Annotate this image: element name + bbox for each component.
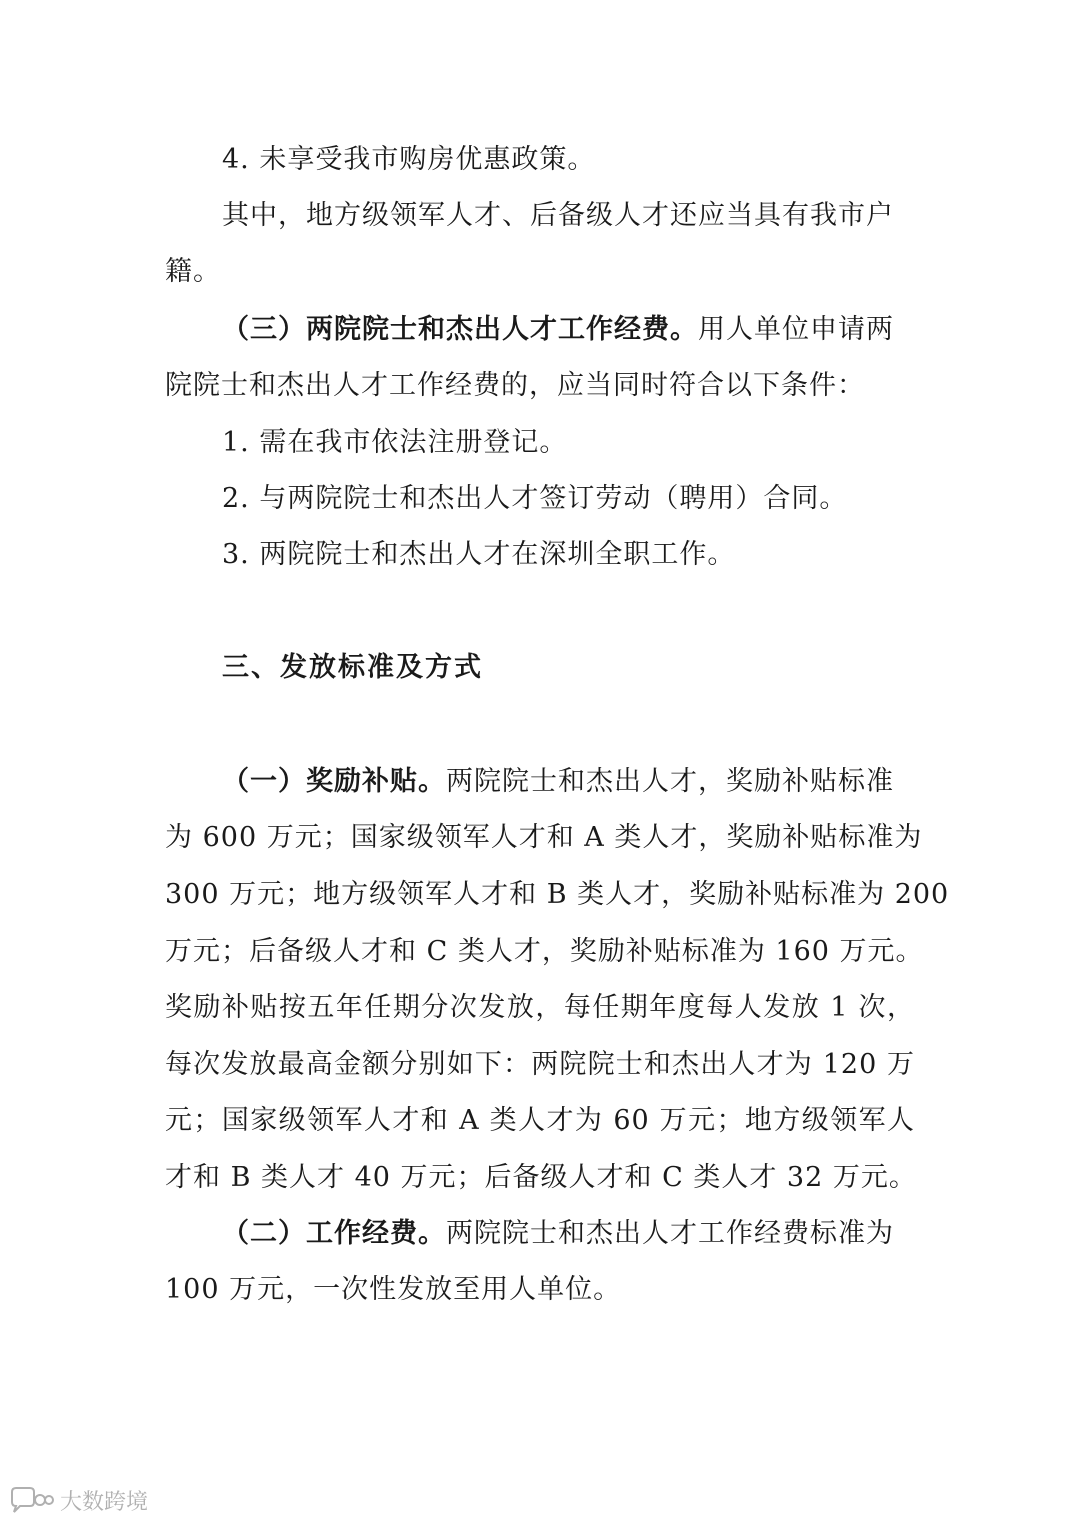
subsection-1-text: 两院院士和杰出人才，奖励补贴标准: [446, 766, 894, 797]
subsection-2-title: （二）工作经费。: [222, 1218, 446, 1249]
paragraph-line: 100 万元，一次性发放至用人单位。: [165, 1274, 622, 1305]
section-3-title: （三）两院院士和杰出人才工作经费。: [222, 314, 698, 345]
section-heading: 三、发放标准及方式: [222, 652, 483, 683]
paragraph-line: 元；国家级领军人才和 A 类人才为 60 万元；地方级领军人: [165, 1105, 915, 1136]
condition-item-1: 1. 需在我市依法注册登记。: [222, 427, 568, 458]
condition-item-2: 2. 与两院院士和杰出人才签订劳动（聘用）合同。: [222, 483, 848, 514]
paragraph-line: 才和 B 类人才 40 万元；后备级人才和 C 类人才 32 万元。: [165, 1162, 917, 1193]
subsection-1-title: （一）奖励补贴。: [222, 766, 446, 797]
paragraph-line: 籍。: [165, 256, 221, 287]
subsection-2-text: 两院院士和杰出人才工作经费标准为: [446, 1218, 894, 1249]
paragraph-line: 每次发放最高金额分别如下：两院院士和杰出人才为 120 万: [165, 1049, 915, 1080]
watermark-text: 大数跨境: [60, 1490, 149, 1515]
speech-bubble-logo-icon: [8, 1486, 54, 1516]
line-item-4: 4. 未享受我市购房优惠政策。: [222, 144, 596, 175]
paragraph-line: 院院士和杰出人才工作经费的，应当同时符合以下条件：: [165, 370, 865, 401]
paragraph-line: 300 万元；地方级领军人才和 B 类人才，奖励补贴标准为 200: [165, 879, 950, 910]
section-3-heading-line: [222, 310, 894, 350]
condition-item-3: 3. 两院院士和杰出人才在深圳全职工作。: [222, 539, 736, 570]
subsection-1-line: [222, 762, 894, 802]
subsection-2-line: [222, 1214, 894, 1254]
paragraph-line: 其中，地方级领军人才、后备级人才还应当具有我市户: [222, 200, 894, 231]
paragraph-line: 万元；后备级人才和 C 类人才，奖励补贴标准为 160 万元。: [165, 936, 924, 967]
paragraph-line: 奖励补贴按五年任期分次发放，每任期年度每人发放 1 次，: [165, 992, 915, 1023]
paragraph-line: 为 600 万元；国家级领军人才和 A 类人才，奖励补贴标准为: [165, 822, 923, 853]
watermark: [8, 1485, 148, 1516]
section-3-text: 用人单位申请两: [698, 314, 894, 345]
